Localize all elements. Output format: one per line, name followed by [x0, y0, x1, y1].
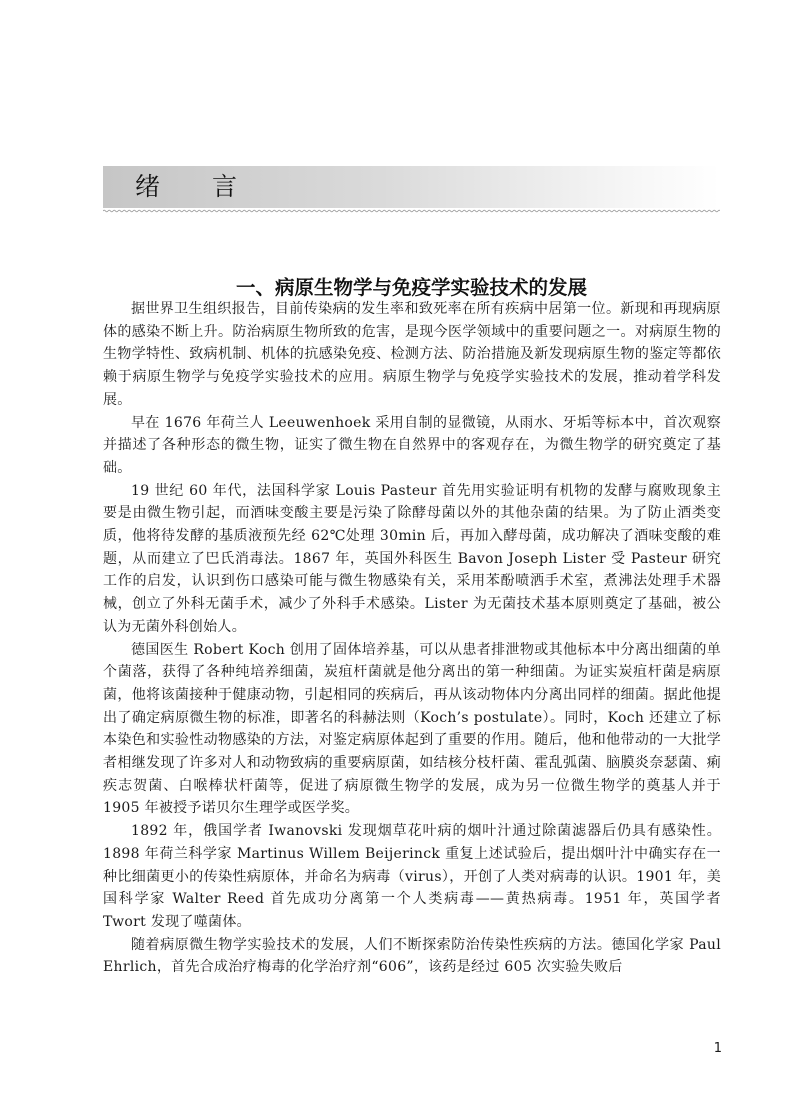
paragraph: 早在 1676 年荷兰人 Leeuwenhoek 采用自制的显微镜，从雨水、牙垢等标本中，首次观察并描述了各种形态的微生物，证实了微生物在自然界中的客观存在，为微生物学的研究奠定了基础。 [103, 414, 721, 476]
paragraph: 随着病原微生物学实验技术的发展，人们不断探索防治传染性疾病的方法。德国化学家 Paul Ehrlich，首先合成治疗梅毒的化学治疗剂“606”，该药是经过 605 次实验失败后 [103, 936, 721, 976]
paragraph: 据世界卫生组织报告，目前传染病的发生率和致死率在所有疾病中居第一位。新现和再现病原体的感染不断上升。防治病原生物所致的危害，是现今医学领域中的重要问题之一。对病原生物的生物学特性、致病机制、机体的抗感染免疫、检测方法、防治措施及新发现病原生物的鉴定等都依赖于病原生物学与免疫学实验技术的应用。病原生物学与免疫学实验技术的发展，推动着学科发展。 [103, 301, 721, 408]
page-number: 1 [713, 1041, 722, 1056]
body-text [103, 298, 721, 979]
paragraph: 19 世纪 60 年代，法国科学家 Louis Pasteur 首先用实验证明有机物的发酵与腐败现象主要是由微生物引起，而酒味变酸主要是污染了除酵母菌以外的其他杂菌的结果。为了防止酒类变质，他将待发酵的基质液预先经 62℃处理 30min 后，再加入酵母菌，成功解决了酒味变酸的难题，从而建立了巴氏消毒法。1867 年，英国外科医生 Bavon Joseph Lister 受 Pasteur 研究工作的启发，认识到伤口感染可能与微生物感染有关，采用苯酚喷洒手术室，煮沸法处理手术器械，创立了外科无菌手术，减少了外科手术感染。Lister 为无菌技术基本原则奠定了基础，被公认为无菌外科创始人。 [103, 482, 721, 635]
paragraph: 1892 年，俄国学者 Iwanovski 发现烟草花叶病的烟叶汁通过除菌滤器后仍具有感染性。1898 年荷兰科学家 Martinus Willem Beijerinck 重复上述试验后，提出烟叶汁中确实存在一种比细菌更小的传染性病原体，并命名为病毒（virus），开创了人类对病毒的认识。1901 年，美国科学家 Walter Reed 首先成功分离第一个人类病毒——黄热病毒。1951 年，英国学者 Twort 发现了噬菌体。 [103, 823, 721, 930]
section-heading: 一、病原生物学与免疫学实验技术的发展 [235, 276, 587, 300]
wavy-divider [103, 208, 720, 216]
paragraph: 德国医生 Robert Koch 创用了固体培养基，可以从患者排泄物或其他标本中分离出细菌的单个菌落，获得了各种纯培养细菌，炭疽杆菌就是他分离出的第一种细菌。为证实炭疽杆菌是病原菌，他将该菌接种于健康动物，引起相同的疾病后，再从该动物体内分离出同样的细菌。据此他提出了确定病原微生物的标准，即著名的科赫法则（Koch’s postulate）。同时，Koch 还建立了标本染色和实验性动物感染的方法，对鉴定病原体起到了重要的作用。随后，他和他带动的一大批学者相继发现了许多对人和动物致病的重要病原菌，如结核分枝杆菌、霍乱弧菌、脑膜炎奈瑟菌、痢疾志贺菌、白喉棒状杆菌等，促进了病原微生物学的发展，成为另一位微生物学的奠基人并于 1905 年被授予诺贝尔生理学或医学奖。 [103, 641, 721, 817]
chapter-title: 绪言 [135, 172, 290, 201]
